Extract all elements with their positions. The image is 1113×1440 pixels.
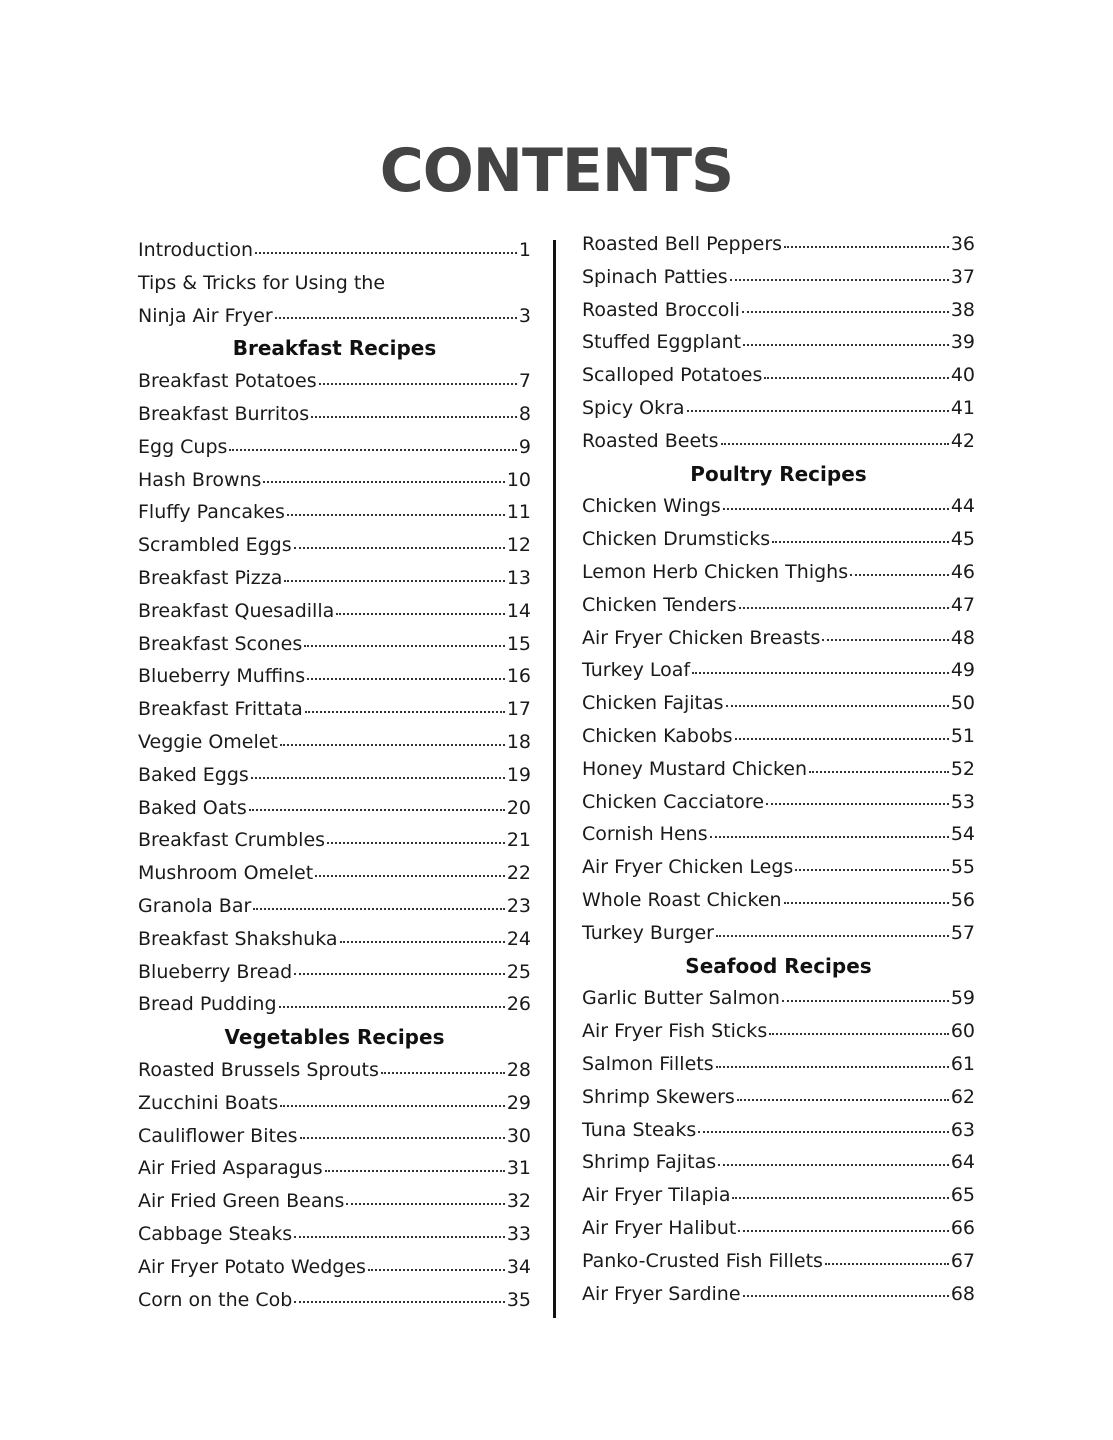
dot-leader <box>319 383 517 385</box>
toc-entry-label: Mushroom Omelet <box>138 862 314 885</box>
toc-entry-page: 1 <box>518 239 531 261</box>
toc-entry-label: Air Fryer Potato Wedges <box>138 1255 366 1278</box>
toc-entry-label: Chicken Wings <box>582 495 721 518</box>
toc-entry-page: 55 <box>950 856 975 879</box>
dot-leader <box>294 547 505 549</box>
toc-entry-label: Ninja Air Fryer <box>138 304 273 327</box>
toc-entry[interactable] <box>582 1114 975 1147</box>
dot-leader <box>692 672 949 674</box>
toc-entry[interactable] <box>138 398 531 431</box>
dot-leader <box>325 1170 505 1172</box>
toc-entry[interactable] <box>138 431 531 464</box>
toc-entry[interactable] <box>138 726 531 759</box>
toc-entry[interactable] <box>138 857 531 890</box>
toc-entry-label: Air Fryer Halibut <box>582 1216 737 1239</box>
toc-entry-page: 37 <box>950 265 975 288</box>
toc-entry-label: Chicken Cacciatore <box>582 790 765 813</box>
dot-leader <box>284 580 504 582</box>
toc-entry[interactable] <box>138 496 531 529</box>
page-title: CONTENTS <box>379 136 734 206</box>
dot-leader <box>809 771 949 773</box>
toc-entry-label: Breakfast Shakshuka <box>138 927 338 950</box>
toc-entry-page: 38 <box>950 298 975 321</box>
dot-leader <box>255 252 517 254</box>
dot-leader <box>253 908 505 910</box>
toc-entry-label: Cabbage Steaks <box>138 1222 293 1245</box>
toc-entry[interactable] <box>138 1185 531 1218</box>
toc-entry[interactable] <box>138 759 531 792</box>
toc-entry[interactable] <box>582 490 975 523</box>
toc-entry[interactable] <box>582 556 975 589</box>
toc-entry[interactable] <box>138 267 531 300</box>
dot-leader <box>721 443 949 445</box>
toc-entry[interactable] <box>582 1278 975 1311</box>
dot-leader <box>743 1295 949 1297</box>
dot-leader <box>710 836 949 838</box>
toc-entry[interactable] <box>582 228 975 261</box>
toc-entry-label: Breakfast Crumbles <box>138 829 326 852</box>
toc-entry-page: 59 <box>950 987 975 1010</box>
toc-entry-page: 45 <box>950 528 975 551</box>
column-divider <box>553 240 556 1318</box>
toc-entry[interactable] <box>138 923 531 956</box>
toc-entry-label: Whole Roast Chicken <box>582 888 782 911</box>
toc-entry-label: Air Fryer Chicken Breasts <box>582 626 821 649</box>
toc-entry[interactable] <box>582 851 975 884</box>
toc-entry-label: Turkey Loaf <box>582 659 691 682</box>
toc-entry[interactable] <box>582 1146 975 1179</box>
toc-entry-page: 7 <box>518 370 531 393</box>
toc-entry[interactable] <box>582 294 975 327</box>
toc-entry-page: 50 <box>950 692 975 715</box>
toc-entry[interactable] <box>138 1087 531 1120</box>
dot-leader <box>742 311 949 313</box>
dot-leader <box>735 738 949 740</box>
dot-leader <box>294 1236 505 1238</box>
dot-leader <box>287 514 505 516</box>
toc-entry-label: Spicy Okra <box>582 396 685 419</box>
toc-entry-label: Roasted Beets <box>582 429 719 452</box>
toc-entry-label: Egg Cups <box>138 435 228 458</box>
toc-entry-page: 35 <box>506 1288 531 1311</box>
dot-leader <box>251 777 505 779</box>
dot-leader <box>784 902 949 904</box>
dot-leader <box>307 678 505 680</box>
toc-entry-label: Air Fryer Tilapia <box>582 1184 731 1207</box>
toc-entry-page: 49 <box>950 659 975 682</box>
toc-entry[interactable] <box>582 1179 975 1212</box>
dot-leader <box>249 809 505 811</box>
toc-entry-page: 46 <box>950 560 975 583</box>
toc-entry-page: 13 <box>506 566 531 589</box>
toc-entry-page: 67 <box>950 1249 975 1272</box>
toc-entry[interactable] <box>138 1251 531 1284</box>
toc-entry[interactable] <box>582 589 975 622</box>
toc-entry-page: 19 <box>506 763 531 786</box>
dot-leader <box>229 449 516 451</box>
toc-entry-label: Granola Bar <box>138 894 252 917</box>
toc-entry-label: Breakfast Scones <box>138 632 303 655</box>
toc-entry-page: 40 <box>950 364 975 387</box>
toc-entry-label: Stuffed Eggplant <box>582 331 742 354</box>
toc-entry-label: Cornish Hens <box>582 823 708 846</box>
toc-entry-label: Breakfast Frittata <box>138 698 303 721</box>
dot-leader <box>698 1131 949 1133</box>
dot-leader <box>340 941 505 943</box>
dot-leader <box>381 1072 505 1074</box>
toc-entry-label: Salmon Fillets <box>582 1052 714 1075</box>
dot-leader <box>327 842 505 844</box>
toc-entry-page: 62 <box>950 1085 975 1108</box>
dot-leader <box>305 711 505 713</box>
toc-entry-label: Tuna Steaks <box>582 1118 697 1141</box>
toc-entry-page: 63 <box>950 1118 975 1141</box>
toc-entry-label: Scalloped Potatoes <box>582 364 763 387</box>
toc-entry-page: 26 <box>506 993 531 1016</box>
toc-entry-page: 57 <box>950 921 975 944</box>
toc-entry[interactable] <box>582 392 975 425</box>
toc-entry-label: Air Fried Green Beans <box>138 1190 345 1213</box>
toc-entry-page: 34 <box>506 1255 531 1278</box>
dot-leader <box>782 1000 949 1002</box>
toc-entry[interactable] <box>582 326 975 359</box>
toc-entry[interactable] <box>582 1048 975 1081</box>
dot-leader <box>825 1263 949 1265</box>
toc-entry-page: 42 <box>950 429 975 452</box>
toc-entry[interactable] <box>138 824 531 857</box>
toc-entry[interactable] <box>138 956 531 989</box>
toc-entry[interactable] <box>138 300 531 333</box>
dot-leader <box>280 1105 505 1107</box>
dot-leader <box>275 317 517 319</box>
toc-entry-page: 44 <box>950 495 975 518</box>
toc-entry-label: Hash Browns <box>138 468 262 491</box>
dot-leader <box>368 1269 505 1271</box>
toc-entry-label: Cauliflower Bites <box>138 1124 298 1147</box>
dot-leader <box>687 410 949 412</box>
section-heading: Seafood Recipes <box>685 953 872 978</box>
toc-entry[interactable] <box>138 595 531 628</box>
toc-entry-page: 41 <box>950 396 975 419</box>
toc-entry-label: Blueberry Bread <box>138 960 293 983</box>
toc-entry-label: Air Fryer Fish Sticks <box>582 1020 768 1043</box>
toc-entry-page: 39 <box>950 331 975 354</box>
toc-left-column <box>138 234 531 1316</box>
toc-entry-label: Tips & Tricks for Using the <box>138 271 386 294</box>
toc-entry-label: Chicken Tenders <box>582 593 737 616</box>
toc-entry[interactable] <box>582 261 975 294</box>
toc-entry-label: Baked Oats <box>138 796 247 819</box>
toc-entry-label: Air Fried Asparagus <box>138 1157 323 1180</box>
toc-entry-page: 15 <box>506 632 531 655</box>
toc-entry-page: 16 <box>506 665 531 688</box>
toc-entry-label: Corn on the Cob <box>138 1288 293 1311</box>
toc-entry[interactable] <box>138 1218 531 1251</box>
toc-entry[interactable] <box>138 1152 531 1185</box>
toc-entry[interactable] <box>582 1245 975 1278</box>
toc-entry-label: Panko-Crusted Fish Fillets <box>582 1249 823 1272</box>
toc-entry-label: Breakfast Burritos <box>138 402 310 425</box>
toc-entry-page: 30 <box>506 1124 531 1147</box>
toc-entry-label: Shrimp Skewers <box>582 1085 735 1108</box>
toc-entry[interactable] <box>138 660 531 693</box>
toc-entry[interactable] <box>138 1120 531 1153</box>
toc-entry-page: 61 <box>950 1052 975 1075</box>
dot-leader <box>784 246 949 248</box>
section-heading: Poultry Recipes <box>690 461 867 486</box>
toc-entry[interactable] <box>582 818 975 851</box>
toc-entry-page: 25 <box>506 960 531 983</box>
toc-entry-label: Chicken Drumsticks <box>582 528 771 551</box>
toc-entry-label: Chicken Kabobs <box>582 724 733 747</box>
toc-entry-label: Introduction <box>138 239 254 261</box>
toc-entry[interactable] <box>582 917 975 950</box>
toc-entry-page: 56 <box>950 888 975 911</box>
toc-entry-label: Blueberry Muffins <box>138 665 306 688</box>
toc-entry-page: 60 <box>950 1020 975 1043</box>
toc-entry-label: Chicken Fajitas <box>582 692 724 715</box>
dot-leader <box>737 1099 949 1101</box>
toc-entry-label: Roasted Brussels Sprouts <box>138 1058 379 1081</box>
dot-leader <box>772 541 949 543</box>
dot-leader <box>730 279 949 281</box>
toc-entry[interactable] <box>138 988 531 1021</box>
dot-leader <box>743 344 949 346</box>
toc-entry-page: 23 <box>506 894 531 917</box>
toc-entry[interactable] <box>582 687 975 720</box>
dot-leader <box>732 1197 948 1199</box>
toc-entry-label: Veggie Omelet <box>138 730 278 753</box>
dot-leader <box>850 574 949 576</box>
dot-leader <box>795 869 949 871</box>
toc-entry-page: 10 <box>506 468 531 491</box>
toc-entry-label: Air Fryer Sardine <box>582 1282 741 1305</box>
toc-entry[interactable] <box>582 753 975 786</box>
dot-leader <box>726 705 949 707</box>
toc-entry-page: 21 <box>506 829 531 852</box>
toc-entry-page: 12 <box>506 534 531 557</box>
toc-entry-page: 22 <box>506 862 531 885</box>
toc-entry[interactable] <box>582 622 975 655</box>
toc-entry-label: Garlic Butter Salmon <box>582 987 780 1010</box>
toc-entry-label: Bread Pudding <box>138 993 277 1016</box>
toc-entry-page: 31 <box>506 1157 531 1180</box>
toc-entry[interactable] <box>138 1054 531 1087</box>
toc-entry[interactable] <box>138 365 531 398</box>
toc-entry[interactable] <box>582 720 975 753</box>
toc-entry-page: 47 <box>950 593 975 616</box>
toc-entry-page: 66 <box>950 1216 975 1239</box>
toc-entry[interactable] <box>582 523 975 556</box>
toc-entry[interactable] <box>582 982 975 1015</box>
toc-entry[interactable] <box>138 890 531 923</box>
toc-entry-label: Breakfast Quesadilla <box>138 599 335 622</box>
dot-leader <box>279 1006 505 1008</box>
dot-leader <box>263 481 504 483</box>
toc-entry[interactable] <box>138 628 531 661</box>
toc-entry-page: 68 <box>950 1282 975 1305</box>
dot-leader <box>294 1301 504 1303</box>
dot-leader <box>346 1203 504 1205</box>
toc-entry-page: 64 <box>950 1151 975 1174</box>
toc-entry[interactable] <box>582 1081 975 1114</box>
dot-leader <box>336 613 505 615</box>
toc-right-column <box>582 228 975 1310</box>
toc-entry-label: Baked Eggs <box>138 763 249 786</box>
toc-entry-page: 9 <box>518 435 531 458</box>
toc-entry-page: 3 <box>518 304 531 327</box>
toc-entry[interactable] <box>582 1212 975 1245</box>
toc-entry-label: Fluffy Pancakes <box>138 501 285 524</box>
toc-entry-page: 29 <box>506 1091 531 1114</box>
dot-leader <box>764 377 948 379</box>
dot-leader <box>315 875 505 877</box>
toc-entry-label: Spinach Patties <box>582 265 728 288</box>
toc-entry-label: Scrambled Eggs <box>138 534 292 557</box>
dot-leader <box>739 607 949 609</box>
toc-entry[interactable] <box>138 792 531 825</box>
dot-leader <box>716 1066 949 1068</box>
toc-entry-page: 52 <box>950 757 975 780</box>
dot-leader <box>766 803 949 805</box>
dot-leader <box>294 973 505 975</box>
toc-entry-label: Roasted Broccoli <box>582 298 740 321</box>
toc-entry-page: 17 <box>506 698 531 721</box>
dot-leader <box>822 639 948 641</box>
dot-leader <box>718 1164 949 1166</box>
dot-leader <box>300 1137 505 1139</box>
toc-entry-label: Turkey Burger <box>582 921 714 944</box>
toc-entry-page: 24 <box>506 927 531 950</box>
toc-entry-page: 32 <box>506 1190 531 1213</box>
toc-entry-page: 54 <box>950 823 975 846</box>
dot-leader <box>311 416 517 418</box>
toc-entry-page: 36 <box>950 233 975 255</box>
toc-entry[interactable] <box>138 1284 531 1317</box>
toc-entry[interactable] <box>582 654 975 687</box>
toc-entry-label: Breakfast Pizza <box>138 566 283 589</box>
toc-entry[interactable] <box>582 1015 975 1048</box>
toc-entry-page: 11 <box>506 501 531 524</box>
toc-entry-label: Lemon Herb Chicken Thighs <box>582 560 849 583</box>
toc-entry-page: 53 <box>950 790 975 813</box>
dot-leader <box>304 645 505 647</box>
toc-entry-page: 48 <box>950 626 975 649</box>
toc-entry[interactable] <box>138 562 531 595</box>
dot-leader <box>280 744 505 746</box>
section-heading: Vegetables Recipes <box>224 1025 445 1050</box>
toc-entry-page: 65 <box>950 1184 975 1207</box>
toc-entry-page: 18 <box>506 730 531 753</box>
dot-leader <box>738 1230 949 1232</box>
toc-entry[interactable] <box>138 529 531 562</box>
dot-leader <box>769 1033 949 1035</box>
toc-entry-label: Roasted Bell Peppers <box>582 233 783 255</box>
toc-entry-label: Zucchini Boats <box>138 1091 279 1114</box>
toc-entry-page: 20 <box>506 796 531 819</box>
toc-entry[interactable] <box>582 786 975 819</box>
toc-entry[interactable] <box>582 359 975 392</box>
toc-entry-page: 14 <box>506 599 531 622</box>
dot-leader <box>723 508 949 510</box>
toc-entry[interactable] <box>582 884 975 917</box>
toc-entry[interactable] <box>138 693 531 726</box>
toc-entry-label: Shrimp Fajitas <box>582 1151 717 1174</box>
toc-entry[interactable] <box>582 425 975 458</box>
dot-leader <box>716 935 949 937</box>
section-heading: Breakfast Recipes <box>232 336 437 361</box>
toc-entry-page: 28 <box>506 1058 531 1081</box>
toc-entry-page: 8 <box>518 402 531 425</box>
toc-entry-label: Air Fryer Chicken Legs <box>582 856 794 879</box>
toc-entry-page: 51 <box>950 724 975 747</box>
toc-entry-page: 33 <box>506 1222 531 1245</box>
toc-entry-label: Honey Mustard Chicken <box>582 757 808 780</box>
toc-entry-label: Breakfast Potatoes <box>138 370 317 393</box>
toc-entry[interactable] <box>138 464 531 497</box>
toc-entry[interactable] <box>138 234 531 267</box>
